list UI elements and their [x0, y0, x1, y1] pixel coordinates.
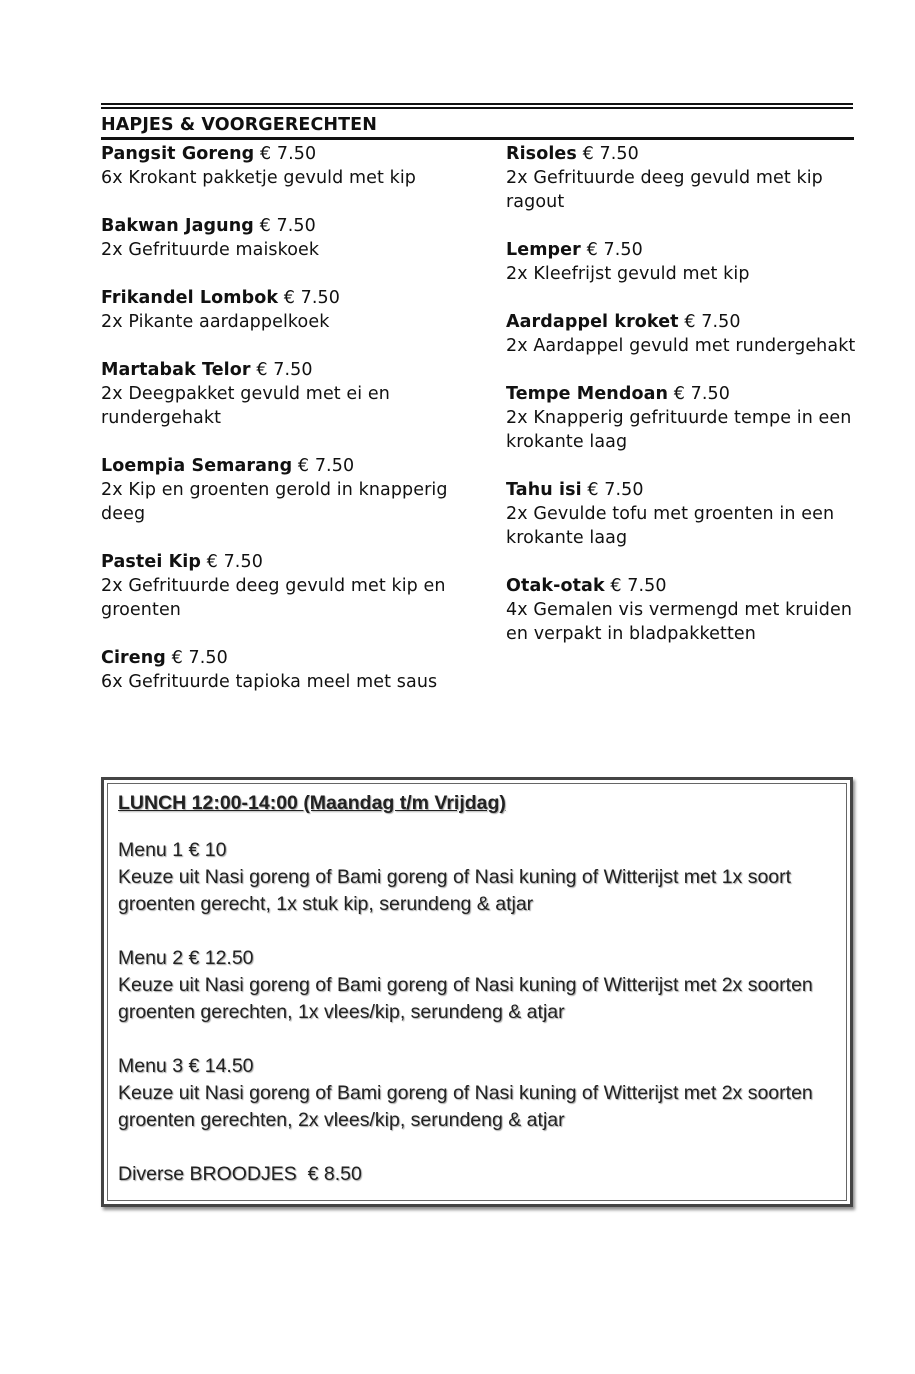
item-description: 2x Gefrituurde deeg gevuld met kip en groenten [101, 576, 446, 620]
broodjes-line: Diverse BROODJES € 8.50 [118, 1163, 362, 1185]
menu-item [101, 286, 461, 334]
item-price: € 7.50 [587, 480, 644, 500]
item-price: € 7.50 [297, 456, 355, 476]
item-description: 2x Gefrituurde deeg gevuld met kip ragout [506, 168, 823, 212]
lunch-menu-2 [118, 945, 843, 1026]
lunch-menu-label: Menu 3 € 14.50 [118, 1055, 254, 1077]
menu-item [506, 238, 866, 286]
item-name: Tempe Mendoan [506, 384, 669, 404]
menu-item [506, 574, 866, 646]
item-price: € 7.50 [610, 576, 667, 596]
item-price: € 7.50 [582, 144, 639, 164]
lunch-menu-label: Menu 2 € 12.50 [118, 947, 254, 969]
item-description: 2x Pikante aardappelkoek [101, 312, 330, 332]
lunch-menu-description: Keuze uit Nasi goreng of Bami goreng of Nasi kuning of Witterijst met 1x soort groenten gerecht, 1x stuk kip, serundeng & atjar [118, 866, 792, 915]
section-title-rule [101, 137, 854, 140]
item-description: 2x Kip en groenten gerold in knapperig deeg [101, 480, 448, 524]
item-name: Frikandel Lombok [101, 288, 279, 308]
menu-column-right [506, 142, 866, 670]
item-description: 6x Gefrituurde tapioka meel met saus [101, 672, 438, 692]
section-title-hapjes: HAPJES & VOORGERECHTEN [101, 115, 377, 135]
item-description: 2x Knapperig gefrituurde tempe in een krokante laag [506, 408, 852, 452]
top-double-rule [101, 103, 853, 109]
menu-item [506, 382, 866, 454]
item-name: Tahu isi [506, 480, 582, 500]
item-name: Bakwan Jagung [101, 216, 254, 236]
item-name: Aardappel kroket [506, 312, 679, 332]
lunch-title: LUNCH 12:00-14:00 (Maandag t/m Vrijdag) [118, 792, 506, 814]
menu-item [101, 646, 461, 694]
item-price: € 7.50 [259, 144, 317, 164]
item-name: Otak-otak [506, 576, 605, 596]
lunch-menu-3 [118, 1053, 843, 1134]
item-name: Cireng [101, 648, 166, 668]
menu-item [506, 478, 866, 550]
item-price: € 7.50 [283, 288, 340, 308]
item-name: Pangsit Goreng [101, 144, 255, 164]
item-price: € 7.50 [684, 312, 741, 332]
menu-item [101, 214, 461, 262]
item-price: € 7.50 [673, 384, 731, 404]
item-description: 2x Gevulde tofu met groenten in een krokante laag [506, 504, 835, 548]
item-price: € 7.50 [586, 240, 643, 260]
item-description: 4x Gemalen vis vermengd met kruiden en verpakt in bladpakketten [506, 600, 853, 644]
item-price: € 7.50 [171, 648, 228, 668]
menu-item [506, 142, 866, 214]
lunch-menu-1 [118, 837, 843, 918]
item-description: 2x Aardappel gevuld met rundergehakt [506, 336, 856, 356]
lunch-content [118, 790, 843, 1188]
item-name: Pastei Kip [101, 552, 201, 572]
item-price: € 7.50 [206, 552, 263, 572]
item-description: 2x Kleefrijst gevuld met kip [506, 264, 750, 284]
item-name: Risoles [506, 144, 577, 164]
lunch-menu-description: Keuze uit Nasi goreng of Bami goreng of Nasi kuning of Witterijst met 2x soorten groenten gerechten, 2x vlees/kip, serundeng & atjar [118, 1082, 813, 1131]
item-description: 2x Gefrituurde maiskoek [101, 240, 320, 260]
item-price: € 7.50 [256, 360, 313, 380]
menu-item [101, 550, 461, 622]
item-name: Martabak Telor [101, 360, 251, 380]
menu-item [101, 142, 461, 190]
item-name: Lemper [506, 240, 581, 260]
item-description: 6x Krokant pakketje gevuld met kip [101, 168, 417, 188]
menu-item [101, 454, 461, 526]
lunch-menu-label: Menu 1 € 10 [118, 839, 227, 861]
item-name: Loempia Semarang [101, 456, 293, 476]
menu-item [101, 358, 461, 430]
menu-item [506, 310, 866, 358]
lunch-menu-description: Keuze uit Nasi goreng of Bami goreng of Nasi kuning of Witterijst met 2x soorten groenten gerechten, 1x vlees/kip, serundeng & atjar [118, 974, 813, 1023]
menu-column-left [101, 142, 461, 718]
item-description: 2x Deegpakket gevuld met ei en rundergehakt [101, 384, 390, 428]
item-price: € 7.50 [259, 216, 316, 236]
